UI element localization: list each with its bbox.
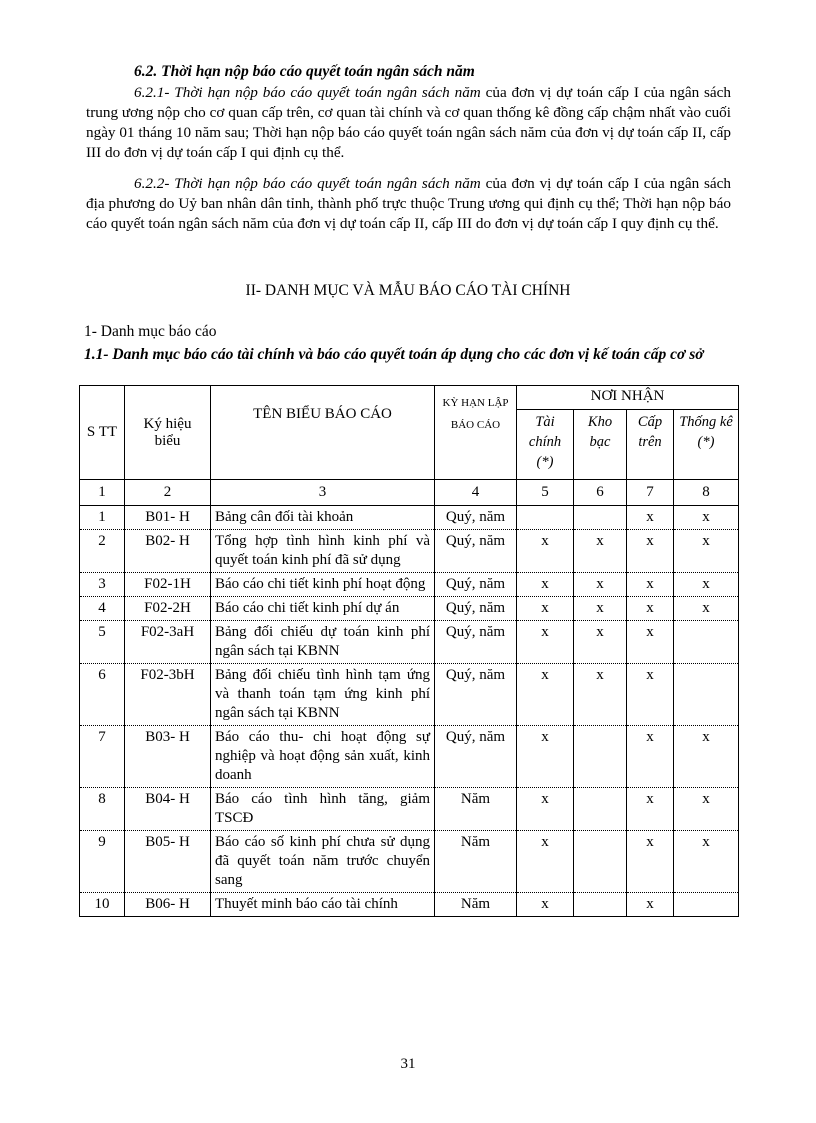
cell-code: B01- H (125, 506, 211, 530)
cell-code: F02-3bH (125, 664, 211, 726)
cell-finance: x (517, 597, 574, 621)
cell-treasury (574, 726, 627, 788)
header-stt: S TT (80, 386, 125, 480)
cell-superior: x (627, 726, 674, 788)
header-statistics: Thống kê (*) (674, 410, 739, 480)
cell-treasury: x (574, 530, 627, 573)
header-finance: Tài chính (*) (517, 410, 574, 480)
cell-report-name: Báo cáo tình hình tăng, giảm TSCĐ (211, 788, 435, 831)
table-row (80, 893, 739, 917)
table-row (80, 573, 739, 597)
table-row (80, 506, 739, 530)
cell-superior: x (627, 664, 674, 726)
cell-stt: 9 (80, 831, 125, 893)
cell-treasury: x (574, 621, 627, 664)
cell-superior: x (627, 621, 674, 664)
subsection-1-title: 1- Danh mục báo cáo (84, 323, 217, 340)
cell-period: Năm (435, 893, 517, 917)
cell-report-name: Bảng đối chiếu tình hình tạm ứng và thanh toán tạm ứng kinh phí ngân sách tại KBNN (211, 664, 435, 726)
table-row (80, 664, 739, 726)
cell-treasury: x (574, 573, 627, 597)
paragraph-6-2-1-body: của đơn vị dự toán cấp I của ngân sách trung ương nộp cho cơ quan cấp trên, cơ quan tài chính và cơ quan thống kê đồng cấp chậm nhất vào cuối ngày 01 tháng 10 năm sau; Thời hạn nộp báo cáo quyết toán ngân sách năm của đơn vị dự toán cấp II, cấp III do đơn vị dự toán cấp I qui định cụ thể. (86, 84, 731, 161)
cell-treasury (574, 893, 627, 917)
report-list-table (79, 385, 739, 917)
subsection-1-1-title: 1.1- Danh mục báo cáo tài chính và báo cáo quyết toán áp dụng cho các đơn vị kế toán cấp cơ sở (84, 346, 704, 363)
table-row (80, 597, 739, 621)
cell-finance: x (517, 664, 574, 726)
paragraph-6-2-1 (86, 83, 731, 163)
column-number: 2 (125, 480, 211, 506)
cell-finance: x (517, 573, 574, 597)
cell-treasury (574, 831, 627, 893)
cell-stt: 6 (80, 664, 125, 726)
cell-finance: x (517, 831, 574, 893)
section-6-2-heading: 6.2. Thời hạn nộp báo cáo quyết toán ngân sách năm (134, 63, 475, 80)
cell-report-name: Báo cáo chi tiết kinh phí dự án (211, 597, 435, 621)
cell-report-name: Báo cáo số kinh phí chưa sử dụng đã quyết toán năm trước chuyển sang (211, 831, 435, 893)
paragraph-6-2-2-lead: 6.2.2- Thời hạn nộp báo cáo quyết toán ngân sách năm (134, 175, 481, 192)
cell-code: B05- H (125, 831, 211, 893)
cell-treasury (574, 788, 627, 831)
paragraph-6-2-1-lead: 6.2.1- Thời hạn nộp báo cáo quyết toán ngân sách năm (134, 84, 481, 101)
cell-period: Năm (435, 788, 517, 831)
cell-period: Quý, năm (435, 573, 517, 597)
cell-statistics: x (674, 726, 739, 788)
cell-superior: x (627, 573, 674, 597)
header-period: KỲ HẠN LẬP BÁO CÁO (435, 386, 517, 480)
cell-finance: x (517, 893, 574, 917)
cell-statistics (674, 664, 739, 726)
cell-stt: 3 (80, 573, 125, 597)
header-code: Ký hiệu biểu (125, 386, 211, 480)
table-row (80, 530, 739, 573)
cell-statistics (674, 621, 739, 664)
cell-code: F02-1H (125, 573, 211, 597)
cell-finance: x (517, 726, 574, 788)
cell-report-name: Báo cáo chi tiết kinh phí hoạt động (211, 573, 435, 597)
cell-superior: x (627, 530, 674, 573)
column-number: 7 (627, 480, 674, 506)
cell-code: F02-3aH (125, 621, 211, 664)
cell-statistics: x (674, 506, 739, 530)
cell-finance: x (517, 788, 574, 831)
paragraph-6-2-2-body: của đơn vị dự toán cấp I của ngân sách địa phương do Uỷ ban nhân dân tỉnh, thành phố trực thuộc Trung ương qui định cụ thể; Thời hạn nộp báo cáo quyết toán ngân sách năm của đơn vị dự toán cấp II, cấp III do đơn vị dự toán cấp I quy định cụ thể. (86, 175, 731, 232)
table-row (80, 788, 739, 831)
cell-finance (517, 506, 574, 530)
cell-code: B02- H (125, 530, 211, 573)
cell-superior: x (627, 506, 674, 530)
cell-code: B03- H (125, 726, 211, 788)
cell-statistics: x (674, 530, 739, 573)
table-body (80, 506, 739, 917)
cell-stt: 7 (80, 726, 125, 788)
cell-stt: 10 (80, 893, 125, 917)
cell-report-name: Báo cáo thu- chi hoạt động sự nghiệp và hoạt động sản xuất, kinh doanh (211, 726, 435, 788)
cell-period: Quý, năm (435, 506, 517, 530)
cell-stt: 4 (80, 597, 125, 621)
header-name: TÊN BIỂU BÁO CÁO (211, 386, 435, 480)
cell-period: Quý, năm (435, 597, 517, 621)
cell-statistics: x (674, 573, 739, 597)
cell-statistics (674, 893, 739, 917)
cell-period: Quý, năm (435, 664, 517, 726)
cell-finance: x (517, 621, 574, 664)
column-number: 5 (517, 480, 574, 506)
table-row (80, 726, 739, 788)
cell-superior: x (627, 597, 674, 621)
cell-stt: 8 (80, 788, 125, 831)
table-row (80, 621, 739, 664)
cell-period: Quý, năm (435, 726, 517, 788)
column-number: 3 (211, 480, 435, 506)
column-number: 8 (674, 480, 739, 506)
paragraph-6-2-2 (86, 174, 731, 234)
cell-finance: x (517, 530, 574, 573)
cell-treasury: x (574, 664, 627, 726)
cell-code: F02-2H (125, 597, 211, 621)
page-number: 31 (400, 1056, 416, 1072)
cell-statistics: x (674, 597, 739, 621)
cell-report-name: Tổng hợp tình hình kinh phí và quyết toán kinh phí đã sử dụng (211, 530, 435, 573)
cell-report-name: Bảng đối chiếu dự toán kinh phí ngân sách tại KBNN (211, 621, 435, 664)
header-treasury: Kho bạc (574, 410, 627, 480)
cell-report-name: Bảng cân đối tài khoản (211, 506, 435, 530)
cell-code: B06- H (125, 893, 211, 917)
cell-treasury (574, 506, 627, 530)
cell-superior: x (627, 788, 674, 831)
cell-statistics: x (674, 831, 739, 893)
header-receivers: NƠI NHẬN (517, 386, 739, 410)
table-header-row-1 (80, 386, 739, 410)
cell-period: Quý, năm (435, 621, 517, 664)
cell-period: Quý, năm (435, 530, 517, 573)
cell-stt: 1 (80, 506, 125, 530)
cell-superior: x (627, 831, 674, 893)
table-row (80, 831, 739, 893)
cell-code: B04- H (125, 788, 211, 831)
cell-statistics: x (674, 788, 739, 831)
cell-superior: x (627, 893, 674, 917)
cell-stt: 5 (80, 621, 125, 664)
section-II-title: II- DANH MỤC VÀ MẪU BÁO CÁO TÀI CHÍNH (245, 282, 571, 299)
cell-treasury: x (574, 597, 627, 621)
column-number-row (80, 480, 739, 506)
header-superior: Cấp trên (627, 410, 674, 480)
column-number: 4 (435, 480, 517, 506)
cell-report-name: Thuyết minh báo cáo tài chính (211, 893, 435, 917)
column-number: 1 (80, 480, 125, 506)
cell-stt: 2 (80, 530, 125, 573)
cell-period: Năm (435, 831, 517, 893)
column-number: 6 (574, 480, 627, 506)
